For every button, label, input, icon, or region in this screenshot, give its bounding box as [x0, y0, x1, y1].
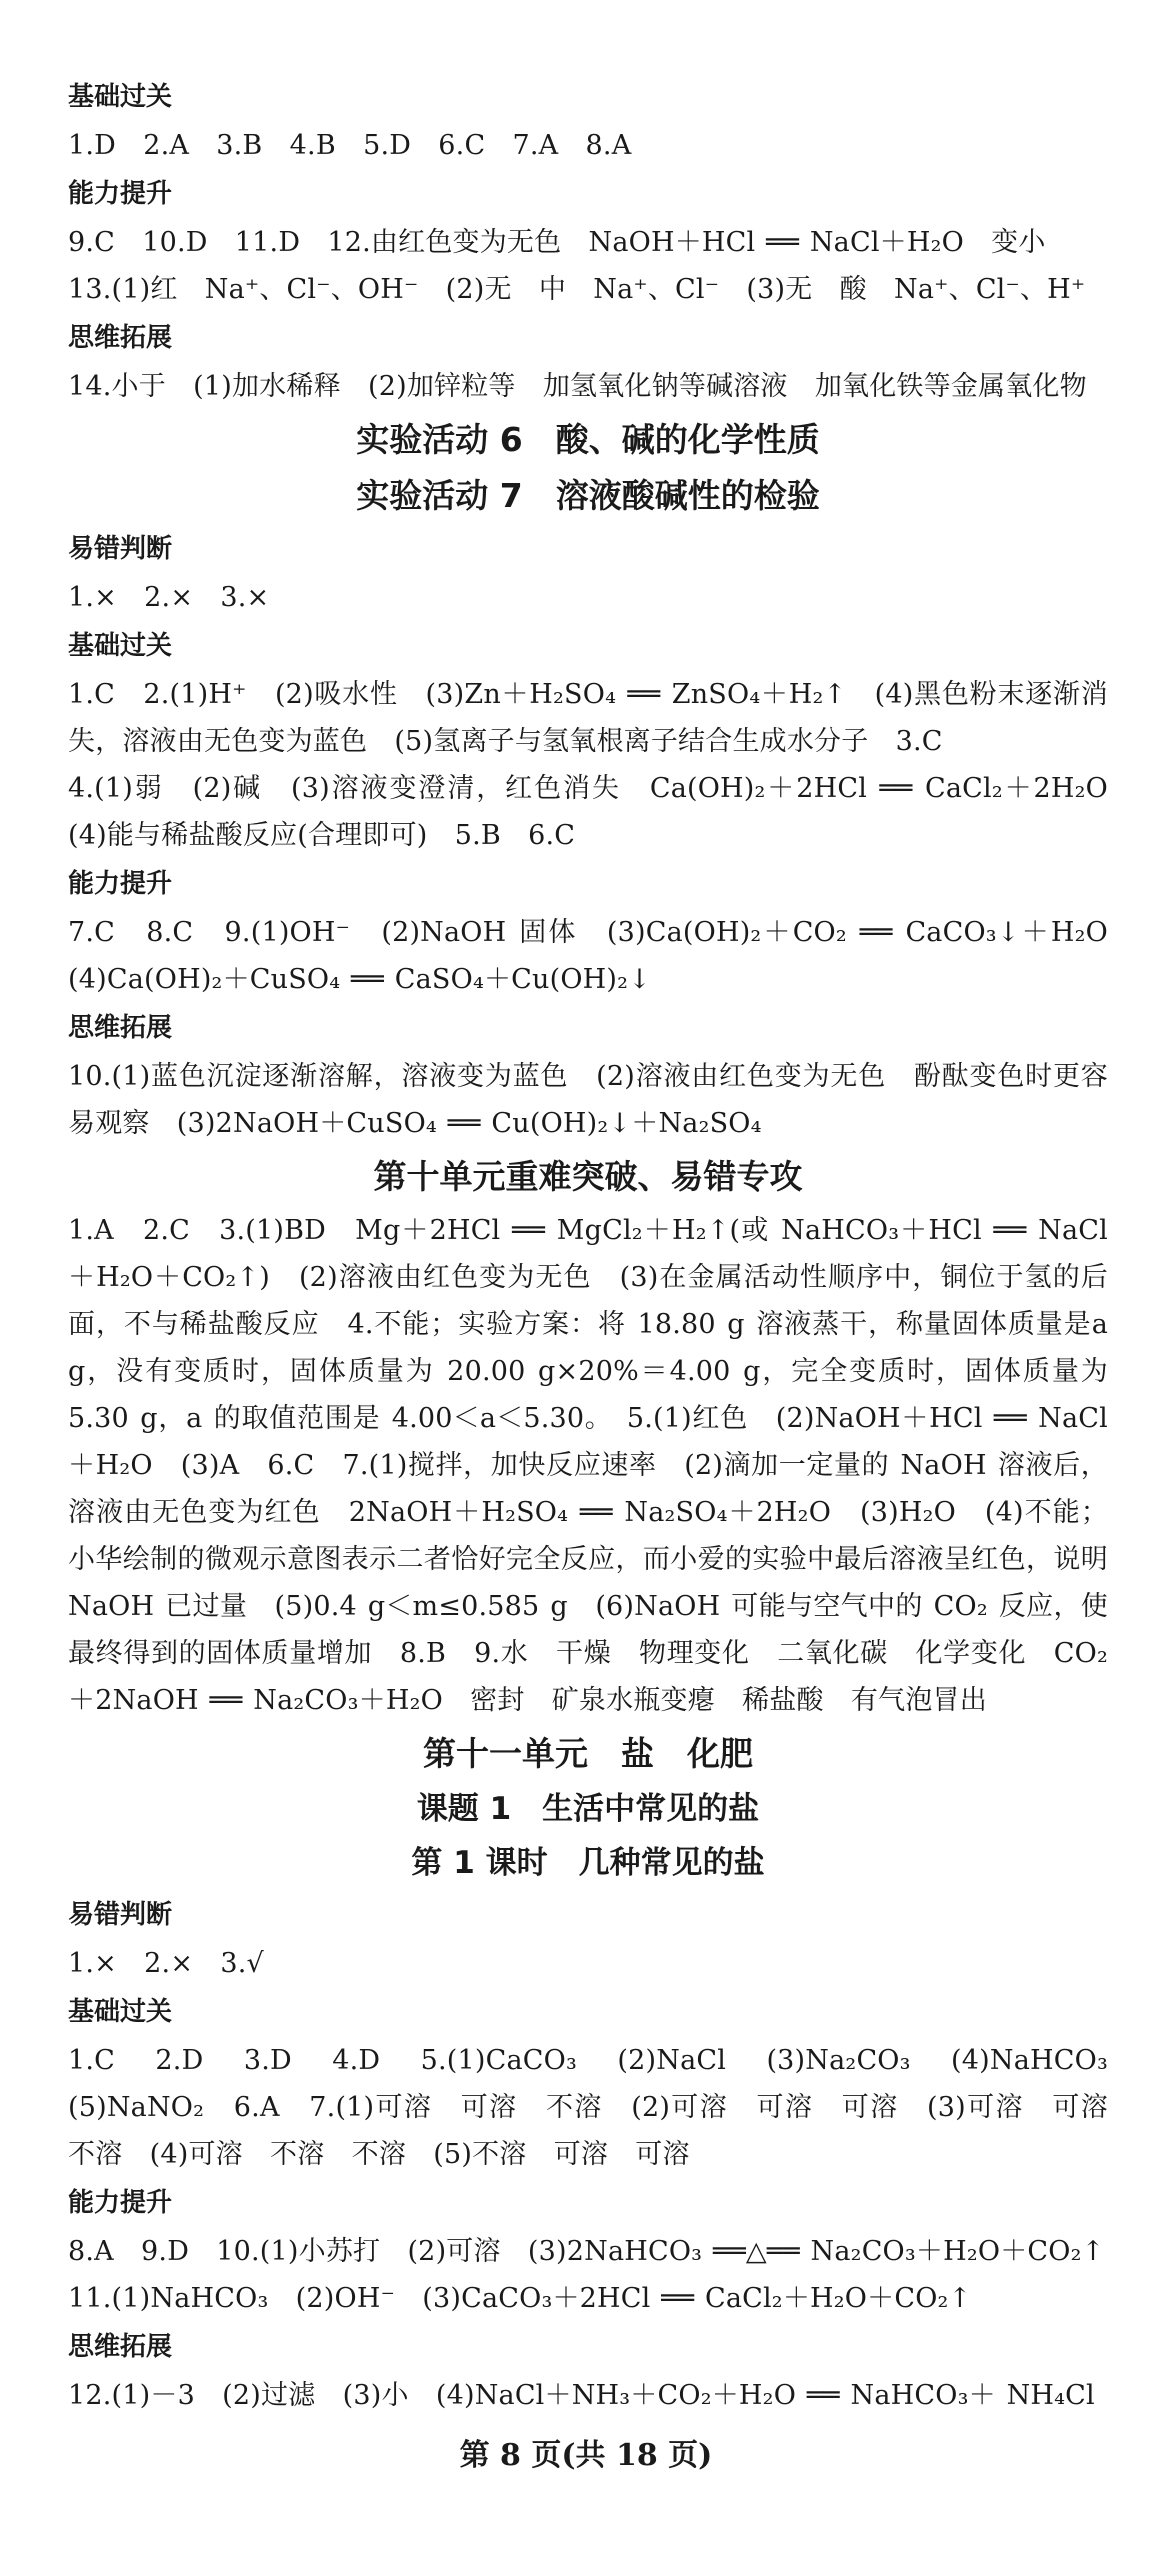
answer-line: 1.× 2.× 3.× — [68, 582, 270, 613]
answer-line: 1.D 2.A 3.B 4.B 5.D 6.C 7.A 8.A — [68, 130, 632, 161]
answer-line: 1.× 2.× 3.√ — [68, 1948, 264, 1979]
section-label: 思维拓展 — [68, 1013, 173, 1043]
section-label: 易错判断 — [68, 534, 173, 564]
sub-title: 课题 1 生活中常见的盐 — [416, 1791, 760, 1827]
answer-line: 8.A 9.D 10.(1)小苏打 (2)可溶 (3)2NaHCO₃ ══△══ Na₂CO₃＋H₂O＋CO₂↑ — [68, 2236, 1105, 2267]
section-title: 第十一单元 盐 化肥 — [423, 1734, 753, 1773]
section-label: 思维拓展 — [68, 2332, 173, 2362]
answer-line: 12.(1)－3 (2)过滤 (3)小 (4)NaCl＋NH₃＋CO₂＋H₂O ══ NaHCO₃＋ NH₄Cl — [68, 2380, 1095, 2411]
answer-content — [68, 72, 1136, 2419]
answer-line: 10.(1)蓝色沉淀逐渐溶解，溶液变为蓝色 (2)溶液由红色变为无色 酚酞变色时更容易观察 (3)2NaOH＋CuSO₄ ══ Cu(OH)₂↓＋Na₂SO₄ — [68, 1061, 1108, 1139]
answer-line: 11.(1)NaHCO₃ (2)OH⁻ (3)CaCO₃＋2HCl ══ CaCl₂＋H₂O＋CO₂↑ — [68, 2283, 972, 2314]
section-label: 基础过关 — [68, 82, 173, 112]
section-label: 基础过关 — [68, 631, 173, 661]
answer-line: 1.A 2.C 3.(1)BD Mg＋2HCl ══ MgCl₂＋H₂↑(或 NaHCO₃＋HCl ══ NaCl＋H₂O＋CO₂↑) (2)溶液由红色变为无色 (3)在金属活动性顺序中，铜位于氢的后面，不与稀盐酸反应 4.不能；实验方案：将 18.80 g 溶液蒸干，称量固体质量是a g，没有变质时，固体质量为 20.00 g×20%＝4.00 g，完全变质时，固体质量为 5.30 g，a 的取值范围是 4.00＜a＜5.30。 5.(1)红色 (2)NaOH＋HCl ══ NaCl＋H₂O (3)A 6.C 7.(1)搅拌，加快反应速率 (2)滴加一定量的 NaOH 溶液后，溶液由无色变为红色 2NaOH＋H₂SO₄ ══ Na₂SO₄＋2H₂O (3)H₂O (4)不能；小华绘制的微观示意图表示二者恰好完全反应，而小爱的实验中最后溶液呈红色，说明 NaOH 已过量 (5)0.4 g＜m≤0.585 g (6)NaOH 可能与空气中的 CO₂ 反应，使最终得到的固体质量增加 8.B 9.水 干燥 物理变化 二氧化碳 化学变化 CO₂＋2NaOH ══ Na₂CO₃＋H₂O 密封 矿泉水瓶变瘪 稀盐酸 有气泡冒出 — [68, 1215, 1108, 1716]
sub-title: 第 1 课时 几种常见的盐 — [411, 1845, 765, 1881]
section-label: 易错判断 — [68, 1900, 173, 1930]
answer-line: 7.C 8.C 9.(1)OH⁻ (2)NaOH 固体 (3)Ca(OH)₂＋CO₂ ══ CaCO₃↓＋H₂O (4)Ca(OH)₂＋CuSO₄ ══ CaSO₄＋Cu(OH)₂↓ — [68, 917, 1136, 995]
section-title: 实验活动 6 酸、碱的化学性质 — [356, 420, 820, 459]
page-footer: 第 8 页(共 18 页) — [459, 2438, 713, 2473]
answer-line: 1.C 2.D 3.D 4.D 5.(1)CaCO₃ (2)NaCl (3)Na₂CO₃ (4)NaHCO₃ (5)NaNO₂ 6.A 7.(1)可溶 可溶 不溶 (2)可溶 可溶 可溶 (3)可溶 可溶 不溶 (4)可溶 不溶 不溶 (5)不溶 可溶 可溶 — [68, 2045, 1136, 2170]
section-label: 思维拓展 — [68, 323, 173, 353]
section-label: 能力提升 — [68, 869, 173, 899]
section-label: 能力提升 — [68, 179, 173, 209]
section-title: 第十单元重难突破、易错专攻 — [373, 1157, 803, 1196]
answer-line: 9.C 10.D 11.D 12.由红色变为无色 NaOH＋HCl ══ NaCl＋H₂O 变小 — [68, 227, 1046, 258]
answer-line: 13.(1)红 Na⁺、Cl⁻、OH⁻ (2)无 中 Na⁺、Cl⁻ (3)无 酸 Na⁺、Cl⁻、H⁺ — [68, 274, 1086, 305]
section-label: 基础过关 — [68, 1997, 173, 2027]
answer-line: 14.小于 (1)加水稀释 (2)加锌粒等 加氢氧化钠等碱溶液 加氧化铁等金属氧化物 — [68, 371, 1087, 402]
answer-line: 1.C 2.(1)H⁺ (2)吸水性 (3)Zn＋H₂SO₄ ══ ZnSO₄＋H₂↑ (4)黑色粉末逐渐消失，溶液由无色变为蓝色 (5)氢离子与氢氧根离子结合生成水分子 3.C — [68, 679, 1108, 757]
section-title: 实验活动 7 溶液酸碱性的检验 — [356, 476, 820, 515]
answer-line: 4.(1)弱 (2)碱 (3)溶液变澄清，红色消失 Ca(OH)₂＋2HCl ══ CaCl₂＋2H₂O (4)能与稀盐酸反应(合理即可) 5.B 6.C — [68, 773, 1136, 851]
section-label: 能力提升 — [68, 2188, 173, 2218]
